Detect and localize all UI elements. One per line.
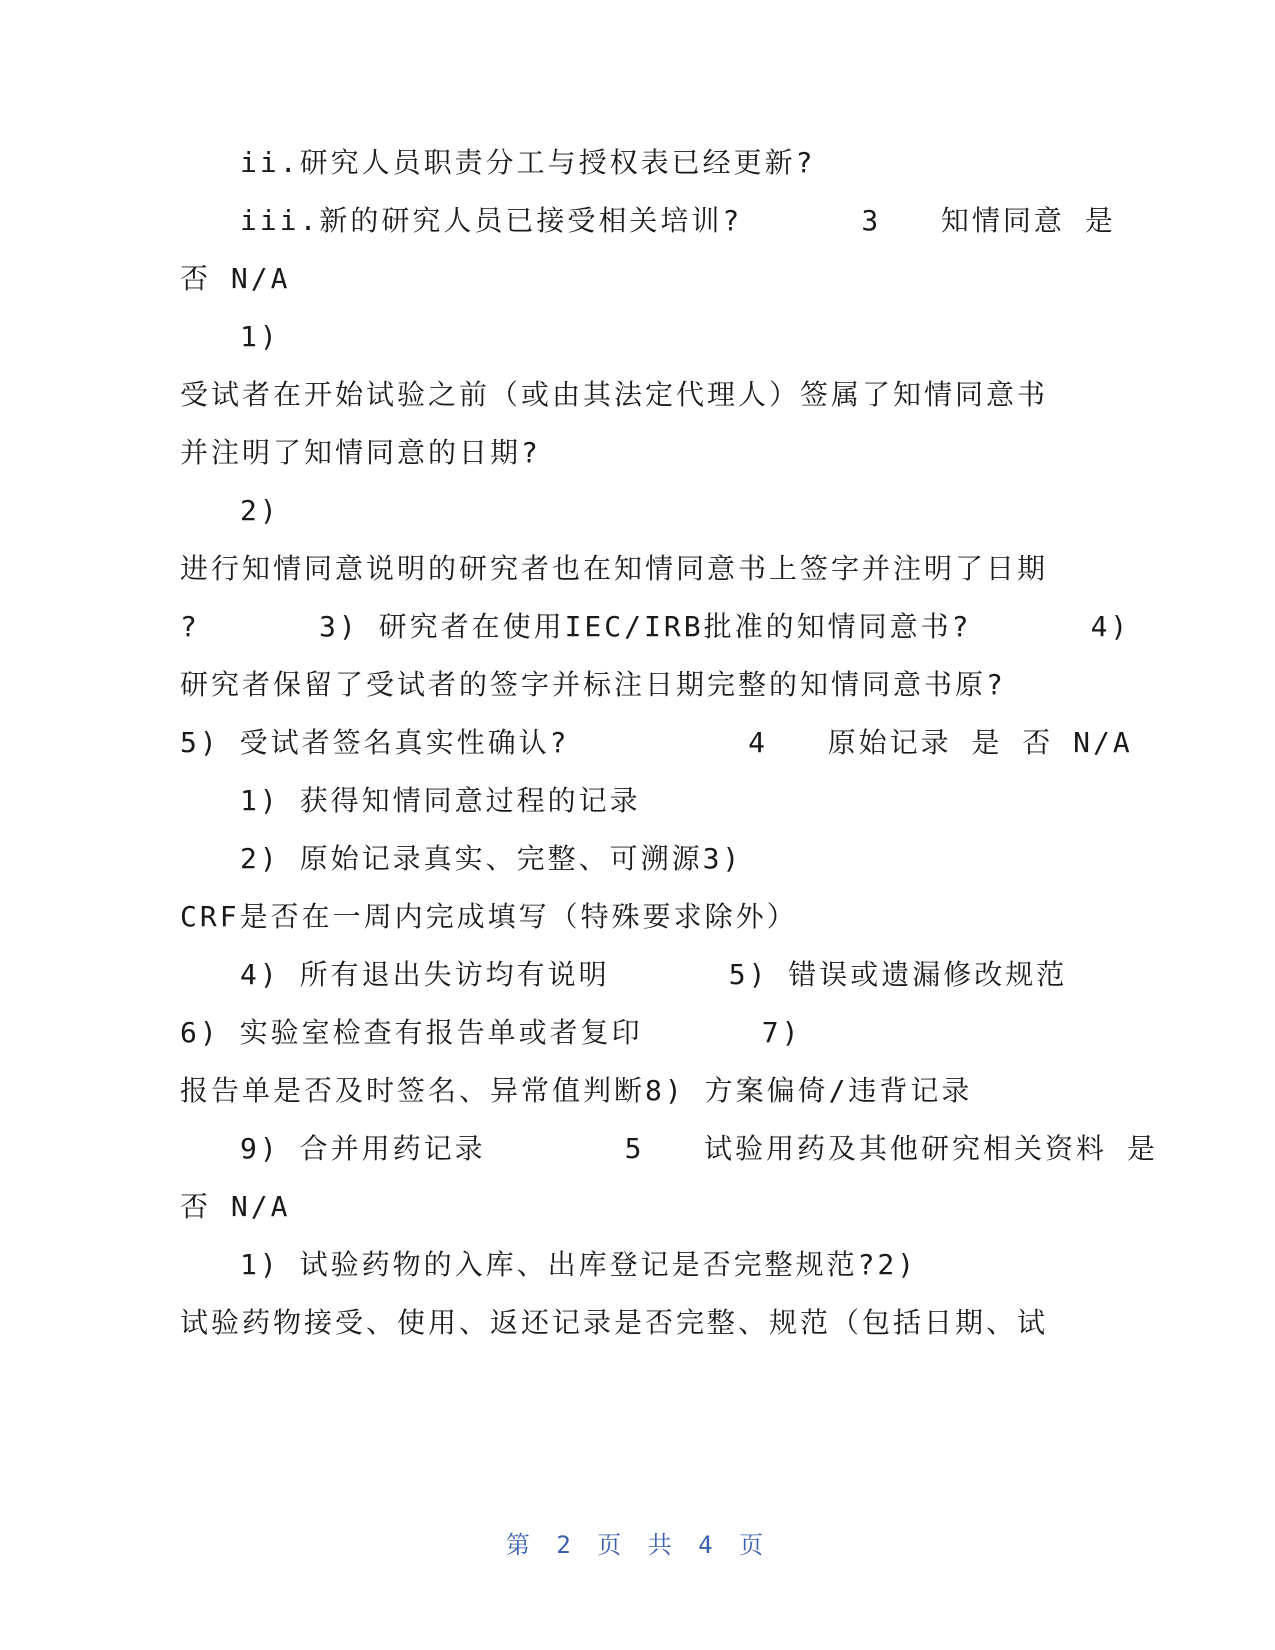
- text-line: ii.研究人员职责分工与授权表已经更新?: [240, 146, 816, 179]
- text-line: 6) 实验室检查有报告单或者复印 7): [180, 1016, 802, 1049]
- text-line: CRF是否在一周内完成填写（特殊要求除外）: [180, 900, 798, 933]
- text-line: iii.新的研究人员已接受相关培训? 3 知情同意 是: [240, 204, 1116, 237]
- text-line: 研究者保留了受试者的签字并标注日期完整的知情同意书原?: [180, 668, 1006, 701]
- text-line: 2): [240, 494, 280, 527]
- page-number-footer: 第 2 页 共 4 页: [505, 1531, 770, 1559]
- text-line: 试验药物接受、使用、返还记录是否完整、规范（包括日期、试: [180, 1306, 1049, 1339]
- text-line: 2) 原始记录真实、完整、可溯源3): [240, 842, 743, 875]
- text-line: 5) 受试者签名真实性确认? 4 原始记录 是 否 N/A: [180, 726, 1133, 759]
- text-line: 报告单是否及时签名、异常值判断8) 方案偏倚/违背记录: [180, 1074, 973, 1107]
- text-line: 1) 试验药物的入库、出库登记是否完整规范?2): [240, 1248, 918, 1281]
- text-line: 1): [240, 320, 280, 353]
- text-line: 1) 获得知情同意过程的记录: [240, 784, 641, 817]
- text-line: 受试者在开始试验之前（或由其法定代理人）签属了知情同意书: [180, 378, 1049, 411]
- text-line: 4) 所有退出失访均有说明 5) 错误或遗漏修改规范: [240, 958, 1068, 991]
- text-line: ? 3) 研究者在使用IEC/IRB批准的知情同意书? 4): [180, 610, 1131, 643]
- text-line: 并注明了知情同意的日期?: [180, 436, 541, 469]
- text-line: 否 N/A: [180, 262, 291, 295]
- text-line: 否 N/A: [180, 1190, 291, 1223]
- text-line: 9) 合并用药记录 5 试验用药及其他研究相关资料 是: [240, 1132, 1158, 1165]
- text-line: 进行知情同意说明的研究者也在知情同意书上签字并注明了日期: [180, 552, 1049, 585]
